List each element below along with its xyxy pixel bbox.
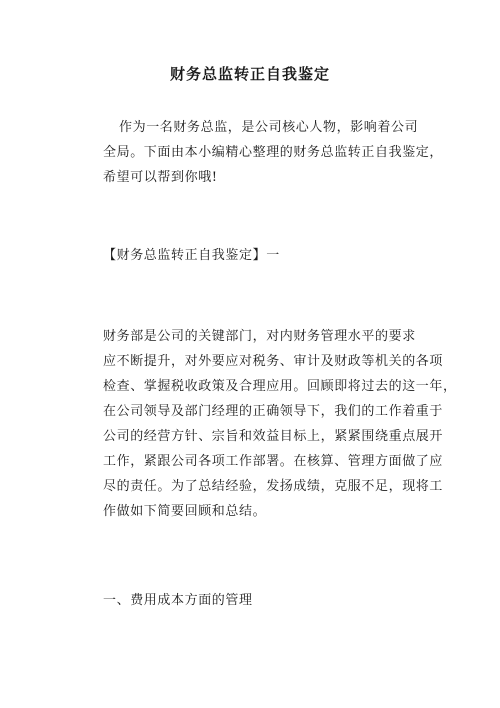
section-heading: 【财务总监转正自我鉴定】一 [103,248,280,263]
body-line: 尽的责任。为了总结经验，发扬成绩，克服不足，现将工 [103,479,444,494]
intro-line: 希望可以帮到你哦! [103,170,218,185]
subheading: 一、费用成本方面的管理 [103,593,253,608]
body-line: 作做如下简要回顾和总结。 [103,504,267,519]
body-line: 公司的经营方针、宗旨和效益目标上，紧紧围绕重点展开 [103,429,444,444]
body-paragraph [103,324,457,524]
body-line: 财务部是公司的关键部门，对内财务管理水平的要求 [103,329,416,344]
body-line: 工作，紧跟公司各项工作部署。在核算、管理方面做了应 [103,454,444,469]
body-line: 在公司领导及部门经理的正确领导下，我们的工作着重于 [103,404,444,419]
body-line: 应不断提升，对外要应对税务、审计及财政等机关的各项 [103,354,444,369]
body-line: 检查、掌握税收政策及合理应用。回顾即将过去的这一年， [103,379,457,394]
intro-line: 全局。下面由本小编精心整理的财务总监转正自我鉴定， [103,145,444,160]
document-title: 财务总监转正自我鉴定 [169,65,330,83]
intro-line: 作为一名财务总监，是公司核心人物，影响着公司 [119,120,419,135]
intro-paragraph [103,115,444,190]
